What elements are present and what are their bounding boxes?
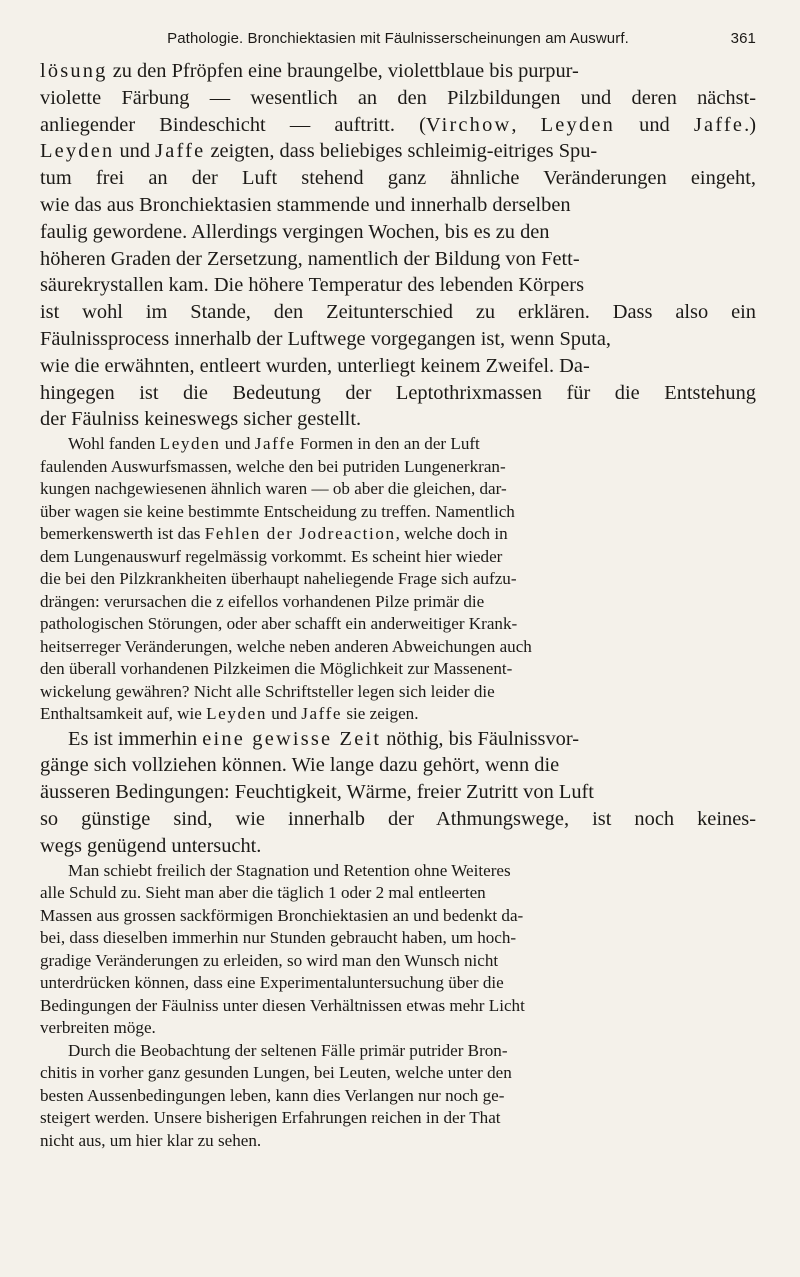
- text-line: bei, dass dieselben immerhin nur Stunden gebraucht haben, um hoch-: [40, 928, 517, 948]
- text-run: Enthaltsamkeit auf, wie: [40, 704, 207, 724]
- emphasis: eine gewisse Zeit: [202, 727, 382, 750]
- text-line: äusseren Bedingungen: Feuchtigkeit, Wärme, freier Zutritt von Luft: [40, 781, 594, 804]
- text-run: und: [267, 704, 302, 724]
- text-line: alle Schuld zu. Sieht man aber die täglich 1 oder 2 mal entleerten: [40, 883, 486, 903]
- text-line: wie das aus Bronchiektasien stammende und innerhalb derselben: [40, 193, 571, 216]
- text-line: drängen: verursachen die z eifellos vorhandenen Pilze primär die: [40, 591, 485, 611]
- text-line: den überall vorhandenen Pilzkeimen die Möglichkeit zur Massenent-: [40, 659, 513, 679]
- text-line: Massen aus grossen sackförmigen Bronchiektasien an und bedenkt da-: [40, 905, 524, 925]
- author-name: Leyden: [540, 113, 615, 136]
- text-line: kungen nachgewiesenen ähnlich waren — ob aber die gleichen, dar-: [40, 479, 507, 499]
- text-line: Man schiebt freilich der Stagnation und Retention ohne Weiteres: [68, 860, 511, 880]
- text-line: faulig gewordene. Allerdings vergingen Wochen, bis es zu den: [40, 220, 550, 243]
- running-head-title: Pathologie. Bronchiektasien mit Fäulnisserscheinungen am Auswurf.: [167, 30, 629, 47]
- text-line: steigert werden. Unsere bisherigen Erfahrungen reichen in der That: [40, 1108, 501, 1128]
- text-line: dem Lungenauswurf regelmässig vorkommt. Es scheint hier wieder: [40, 546, 503, 566]
- text-line: tum frei an der Luft stehend ganz ähnliche Veränderungen eingeht,: [40, 167, 756, 190]
- paragraph-5: [40, 1040, 756, 1153]
- running-head: [40, 30, 756, 47]
- author-name: Jaffe: [254, 434, 296, 454]
- text-line: nicht aus, um hier klar zu sehen.: [40, 1130, 262, 1150]
- text-line: säurekrystallen kam. Die höhere Temperatur des lebenden Körpers: [40, 274, 585, 297]
- text-line: ist wohl im Stande, den Zeitunterschied zu erklären. Dass also ein: [40, 301, 756, 324]
- author-name: Leyden: [40, 140, 115, 163]
- author-name: Jaffe: [693, 113, 745, 136]
- text-line: besten Aussenbedingungen leben, kann dies Verlangen nur noch ge-: [40, 1085, 505, 1105]
- text-line: verbreiten möge.: [40, 1018, 156, 1038]
- author-name: Leyden: [206, 704, 267, 724]
- text-run: sie zeigen.: [342, 704, 419, 724]
- text-line: so günstige sind, wie innerhalb der Athmungswege, ist noch keines-: [40, 808, 756, 831]
- paragraph-1: [40, 58, 756, 433]
- text-run: bemerkenswerth ist das: [40, 524, 205, 544]
- text-line: Durch die Beobachtung der seltenen Fälle primär putrider Bron-: [68, 1040, 508, 1060]
- text-run: anliegender Bindeschicht — auftritt. (: [40, 113, 426, 136]
- text-line: faulenden Auswurfsmassen, welche den bei putriden Lungenerkran-: [40, 456, 506, 476]
- text-line: Fäulnissprocess innerhalb der Luftwege vorgegangen ist, wenn Sputa,: [40, 327, 611, 350]
- author-name: Jaffe: [155, 140, 206, 163]
- text-line: [40, 112, 756, 139]
- text-run: .): [744, 113, 756, 136]
- text-line: über wagen sie keine bestimmte Entscheidung zu treffen. Namentlich: [40, 501, 515, 521]
- text-line: wickelung gewähren? Nicht alle Schriftsteller legen sich leider die: [40, 681, 495, 701]
- text-line: heitserreger Veränderungen, welche neben anderen Abweichungen auch: [40, 636, 532, 656]
- text-run: Es ist immerhin: [68, 727, 203, 750]
- text-line: [40, 58, 756, 85]
- text-line: [40, 138, 756, 165]
- text-line: höheren Graden der Zersetzung, namentlich der Bildung von Fett-: [40, 247, 580, 270]
- paragraph-4: [40, 860, 756, 1040]
- page-number: 361: [730, 30, 756, 47]
- author-name: Virchow: [425, 113, 512, 136]
- text-run: nöthig, bis Fäulnissvor-: [381, 727, 580, 750]
- text-run: , welche doch in: [395, 524, 508, 544]
- text-run: und: [220, 434, 255, 454]
- text-line: pathologischen Störungen, oder aber schafft ein anderweitiger Krank-: [40, 614, 518, 634]
- text-line: [40, 726, 756, 753]
- text-line: [40, 523, 756, 546]
- author-name: Jaffe: [301, 704, 343, 724]
- paragraph-3: [40, 726, 756, 860]
- text-line: gradige Veränderungen zu erleiden, so wird man den Wunsch nicht: [40, 950, 499, 970]
- book-page: [40, 30, 756, 1152]
- text-line: die bei den Pilzkrankheiten überhaupt naheliegende Frage sich aufzu-: [40, 569, 517, 589]
- text-run: zu den Pfröpfen eine braungelbe, violettblaue bis purpur-: [107, 60, 579, 82]
- text-line: wegs genügend untersucht.: [40, 834, 262, 857]
- text-run: ,: [511, 113, 541, 136]
- paragraph-2: [40, 433, 756, 726]
- text-run: und: [114, 140, 156, 163]
- text-line: violette Färbung — wesentlich an den Pilzbildungen und deren nächst-: [40, 86, 756, 109]
- text-line: hingegen ist die Bedeutung der Leptothrixmassen für die Entstehung: [40, 381, 756, 404]
- author-name: Leyden: [159, 434, 221, 454]
- text-line: gänge sich vollziehen können. Wie lange dazu gehört, wenn die: [40, 754, 560, 777]
- text-line: [40, 433, 756, 456]
- text-run: Wohl fanden: [68, 434, 160, 454]
- text-run: zeigten, dass beliebiges schleimig-eitriges Spu-: [205, 140, 598, 163]
- text-run: Formen in den an der Luft: [295, 434, 480, 454]
- text-line: unterdrücken können, dass eine Experimentaluntersuchung über die: [40, 973, 504, 993]
- text-run: und: [614, 113, 694, 136]
- text-line: [40, 703, 756, 726]
- text-line: der Fäulniss keineswegs sicher gestellt.: [40, 408, 362, 431]
- text-line: chitis in vorher ganz gesunden Lungen, bei Leuten, welche unter den: [40, 1063, 512, 1083]
- text-line: Bedingungen der Fäulniss unter diesen Verhältnissen etwas mehr Licht: [40, 995, 525, 1015]
- emphasis: Fehlen der Jodreaction: [204, 524, 396, 544]
- spaced-word: lösung: [40, 60, 108, 82]
- text-line: wie die erwähnten, entleert wurden, unterliegt keinem Zweifel. Da-: [40, 354, 590, 377]
